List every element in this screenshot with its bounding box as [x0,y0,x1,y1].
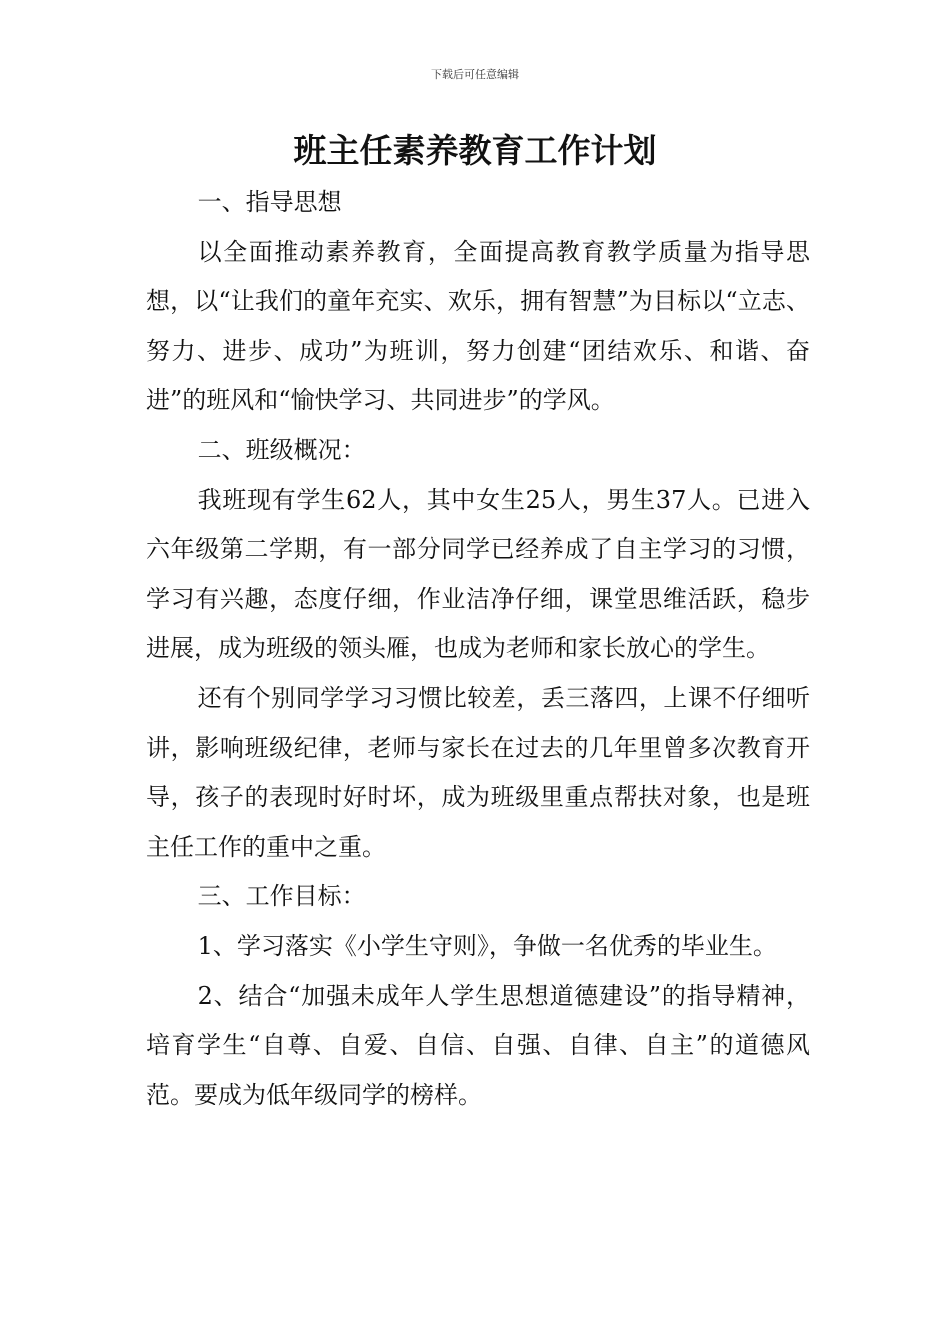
section-heading-class-overview: 二、班级概况： [197,435,366,464]
paragraph-class-overview: 我班现有学生62人，其中女生25人，男生37人。已进入六年级第二学期，有一部分同学已经养成了自主学习的习惯，学习有兴趣，态度仔细，作业洁净仔细，课堂思维活跃，稳步进展，成为班级的领头雁，也成为老师和家长放心的学生。 [146,485,810,663]
section-heading-work-goals: 三、工作目标： [197,882,366,911]
section-heading-guiding-ideology: 一、指导思想 [197,188,342,216]
document-body [146,178,810,1120]
header-note: 下载后可任意编辑 [431,68,519,81]
paragraph-class-issues: 还有个别同学学习习惯比较差，丢三落四，上课不仔细听讲，影响班级纪律，老师与家长在过去的几年里曾多次教育开导，孩子的表现时好时坏，成为班级里重点帮扶对象，也是班主任工作的重中之重。 [146,683,810,861]
paragraph-guiding-ideology: 以全面推动素养教育，全面提高教育教学质量为指导思想，以“让我们的童年充实、欢乐，拥有智慧”为目标以“立志、努力、进步、成功”为班训，努力创建“团结欢乐、和谐、奋进”的班风和“愉快学习、共同进步”的学风。 [146,237,810,415]
paragraph-goal-2: 2、结合“加强未成年人学生思想道德建设”的指导精神，培育学生“自尊、自爱、自信、自强、自律、自主”的道德风范。要成为低年级同学的榜样。 [146,981,810,1109]
document-title: 班主任素养教育工作计划 [293,131,657,170]
paragraph-goal-1: 1、学习落实《小学生守则》，争做一名优秀的毕业生。 [197,931,777,960]
